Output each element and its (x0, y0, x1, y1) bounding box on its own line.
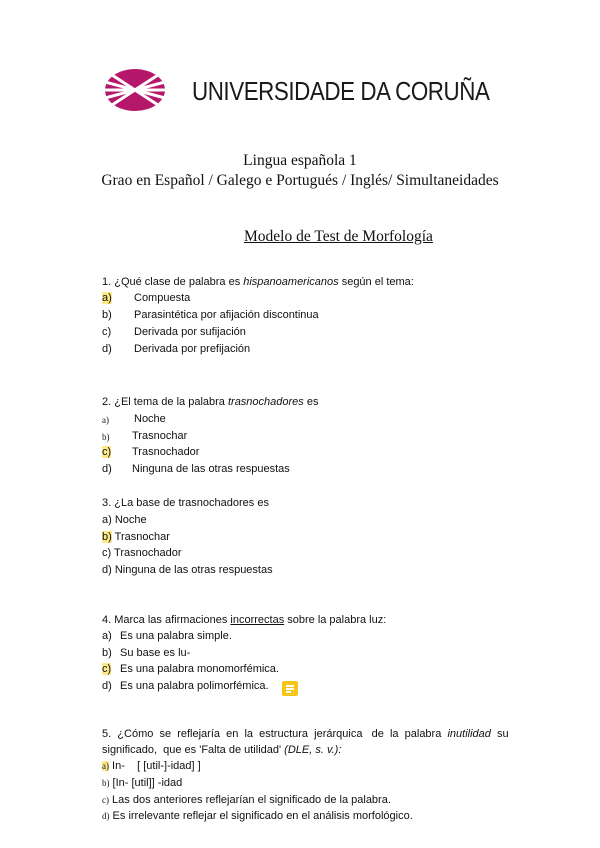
q4-option-d[interactable]: d) (102, 680, 112, 692)
test-title: Modelo de Test de Morfología (244, 228, 433, 245)
q5-option-c[interactable]: c) Las dos anteriores reflejarían el significado de la palabra. (102, 794, 391, 806)
q1-option-b-text: Parasintética por afijación discontinua (134, 309, 319, 321)
q2-option-d[interactable]: d) (102, 463, 112, 475)
q3-option-d[interactable]: d) Ninguna de las otras respuestas (102, 564, 273, 576)
q4-option-b[interactable]: b) (102, 647, 112, 659)
q4-option-c[interactable]: c) (102, 663, 112, 675)
q5-term: inutilidad (447, 728, 491, 740)
question-3: 3. ¿La base de trasnochadores es (102, 497, 269, 509)
q4-option-b-text: Su base es lu- (120, 647, 191, 659)
comment-icon[interactable] (282, 681, 298, 696)
q2-option-a[interactable]: a) (102, 415, 109, 425)
q4-option-a[interactable]: a) (102, 630, 112, 642)
q1-term: hispanoamericanos (243, 276, 339, 288)
q4-option-a-text: Es una palabra simple. (120, 630, 232, 642)
q5-option-a[interactable]: a) In- [ [util-]-idad] ] (102, 760, 201, 772)
question-5-line2: significado, que es 'Falta de utilidad' (DLE, s. v.): (102, 744, 342, 756)
q5-option-b[interactable]: b) [In- [util]] -idad (102, 777, 183, 789)
q1-option-d[interactable]: d) (102, 343, 112, 355)
q2-option-d-text: Ninguna de las otras respuestas (132, 463, 290, 475)
course-title: Lingua española 1 (243, 152, 357, 169)
question-2: 2. ¿El tema de la palabra trasnochadores es (102, 396, 319, 408)
q4-option-c-text: Es una palabra monomorfémica. (120, 663, 279, 675)
q1-option-c[interactable]: c) (102, 326, 112, 338)
q2-option-a-text: Noche (134, 413, 166, 425)
question-5-line1: 5. ¿Cómo se reflejaría en la estructura jerárquica de la palabra inutilidad su (102, 728, 509, 740)
q1-option-a[interactable]: a) (102, 292, 112, 304)
q1-option-a-text: Compuesta (134, 292, 191, 304)
q2-option-c[interactable]: c) (102, 446, 112, 458)
q2-option-b-text: Trasnochar (132, 430, 188, 442)
question-1: 1. ¿Qué clase de palabra es hispanoamericanos según el tema: (102, 276, 414, 288)
q2-option-b[interactable]: b) (102, 432, 110, 442)
q1-option-d-text: Derivada por prefijación (134, 343, 251, 355)
university-name: UNIVERSIDADE DA CORUÑA (192, 76, 490, 106)
q5-reference: (DLE, s. v.): (284, 744, 342, 756)
q2-term: trasnochadores (227, 396, 304, 408)
university-logo (100, 66, 170, 114)
degree-title: Grao en Español / Galego e Portugués / Inglés/ Simultaneidades (101, 172, 499, 189)
question-4: 4. Marca las afirmaciones incorrectas sobre la palabra luz: (102, 614, 387, 626)
q2-option-c-text: Trasnochador (132, 446, 200, 458)
q5-option-d[interactable]: d) Es irrelevante reflejar el significado en el análisis morfológico. (102, 810, 413, 822)
q3-option-c[interactable]: c) Trasnochador (102, 547, 182, 559)
q4-term: incorrectas (230, 614, 285, 626)
q4-option-d-text: Es una palabra polimorfémica. (120, 680, 269, 692)
q3-option-b[interactable]: b) Trasnochar (102, 531, 170, 543)
q3-option-a[interactable]: a) Noche (102, 514, 147, 526)
q1-option-b[interactable]: b) (102, 309, 112, 321)
q1-option-c-text: Derivada por sufijación (134, 326, 246, 338)
